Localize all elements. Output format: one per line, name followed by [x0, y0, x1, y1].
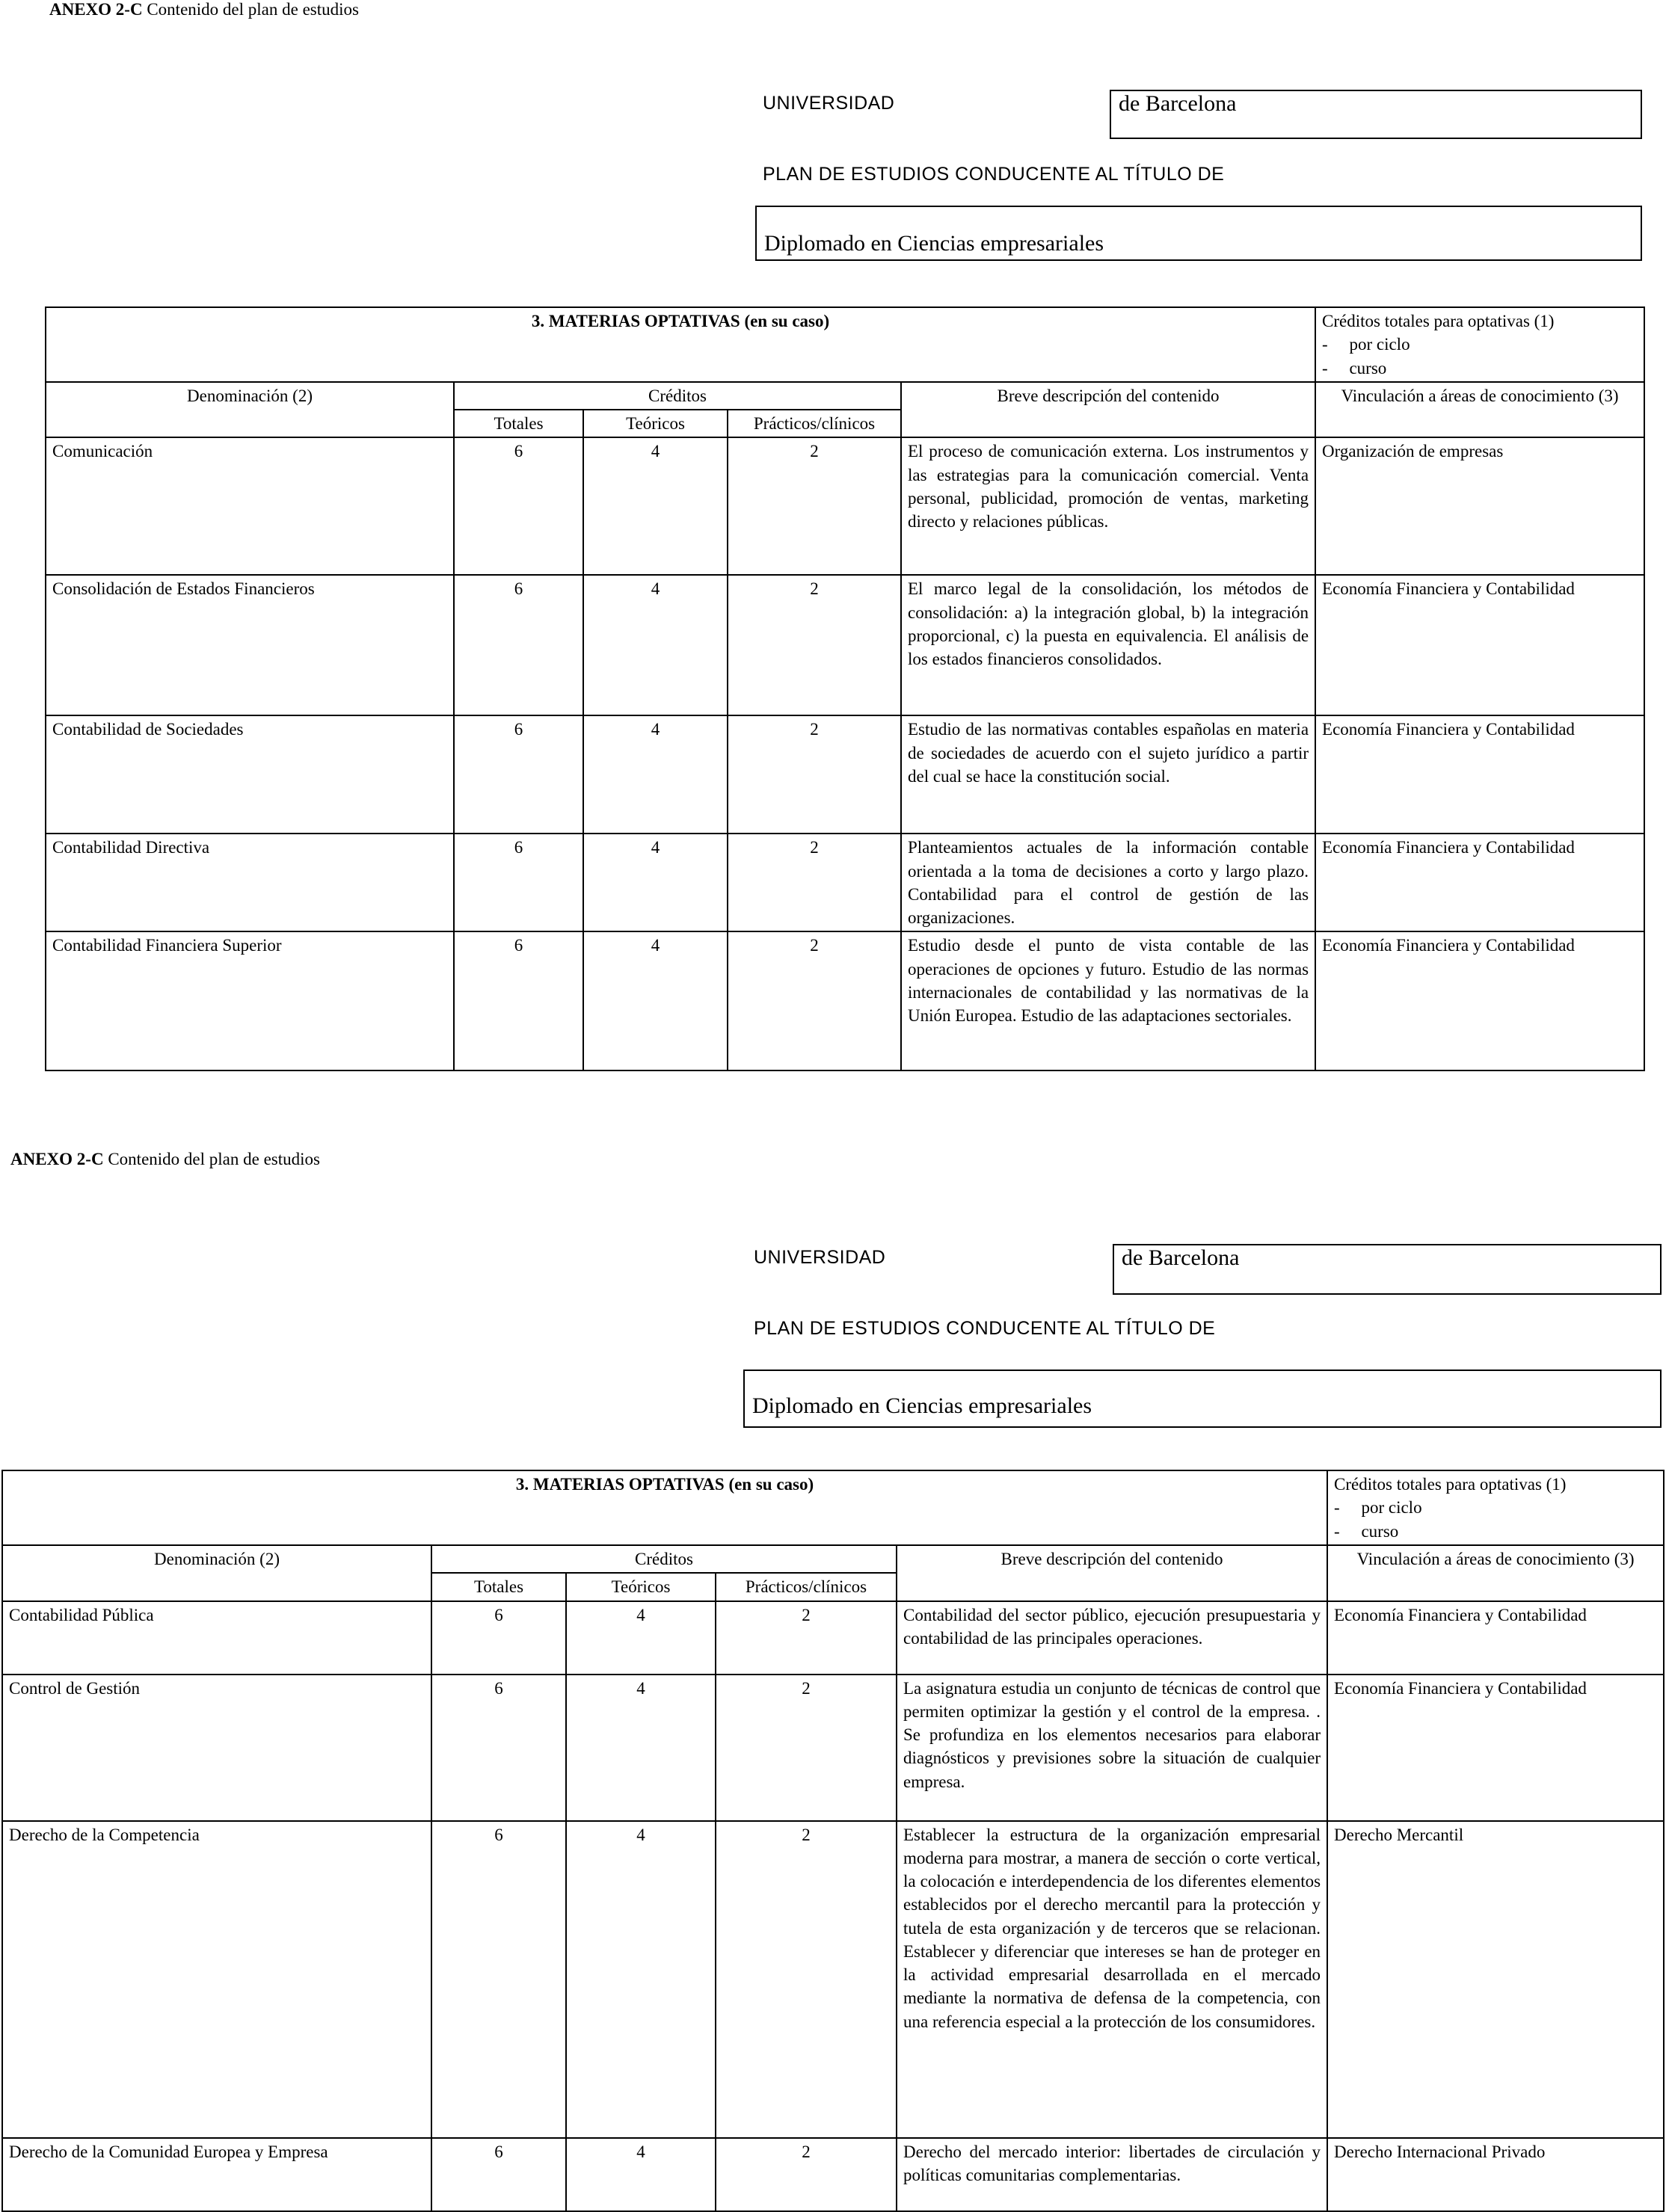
- credits-practice: 2: [716, 1675, 897, 1821]
- credits-theory: 4: [566, 2138, 716, 2211]
- knowledge-area: Derecho Mercantil: [1327, 1821, 1664, 2138]
- header-teoricos: Teóricos: [583, 410, 728, 437]
- knowledge-area: Economía Financiera y Contabilidad: [1315, 715, 1644, 834]
- credits-theory: 4: [566, 1821, 716, 2138]
- credits-total: 6: [454, 575, 583, 715]
- table-row: [2, 1821, 1664, 2138]
- subject-description: Contabilidad del sector público, ejecución presupuestaria y contabilidad de las principales operaciones.: [897, 1601, 1327, 1675]
- plan-label: PLAN DE ESTUDIOS CONDUCENTE AL TÍTULO DE: [754, 1318, 1216, 1339]
- table-row: [46, 834, 1644, 931]
- total-credits-course: - curso: [1322, 358, 1387, 378]
- credits-practice: 2: [728, 715, 901, 834]
- header-descripcion: Breve descripción del contenido: [901, 382, 1315, 438]
- subject-name: Control de Gestión: [2, 1675, 431, 1821]
- total-credits-course: - curso: [1334, 1521, 1399, 1541]
- university-value: de Barcelona: [1122, 1245, 1240, 1270]
- section-title: 3. MATERIAS OPTATIVAS (en su caso): [2, 1470, 1327, 1545]
- total-credits-cell: [1327, 1470, 1664, 1545]
- credits-theory: 4: [583, 931, 728, 1070]
- annex-subtitle: Contenido del plan de estudios: [108, 1150, 320, 1168]
- credits-practice: 2: [716, 1601, 897, 1675]
- header-practicos: Prácticos/clínicos: [728, 410, 901, 437]
- subject-description: Estudio de las normativas contables españolas en materia de sociedades de acuerdo con el sujeto jurídico a partir del cual se hace la constitución social.: [901, 715, 1315, 834]
- university-field: [1113, 1244, 1662, 1295]
- subject-description: Estudio desde el punto de vista contable de las operaciones de opciones y futuro. Estudio de las normas internacionales de contabilidad y las normativas de la Unión Europea. Estudio de las adaptaciones sectoriales.: [901, 931, 1315, 1070]
- header-practicos: Prácticos/clínicos: [716, 1573, 897, 1601]
- knowledge-area: Economía Financiera y Contabilidad: [1315, 575, 1644, 715]
- credits-practice: 2: [728, 834, 901, 931]
- knowledge-area: Economía Financiera y Contabilidad: [1315, 931, 1644, 1070]
- knowledge-area: Derecho Internacional Privado: [1327, 2138, 1664, 2211]
- subject-name: Contabilidad Financiera Superior: [46, 931, 454, 1070]
- knowledge-area: Economía Financiera y Contabilidad: [1315, 834, 1644, 931]
- optional-subjects-table: [1, 1470, 1665, 2212]
- annex-header-2: [10, 1150, 320, 1169]
- knowledge-area: Economía Financiera y Contabilidad: [1327, 1601, 1664, 1675]
- subject-name: Contabilidad Directiva: [46, 834, 454, 931]
- annex-number: ANEXO 2-C: [49, 0, 143, 19]
- subject-description: La asignatura estudia un conjunto de técnicas de control que permiten optimizar la gestión y el control de la empresa. . Se profundiza en los elementos necesarios para elaborar diagnósticos y previsiones sobre la situación de cualquier empresa.: [897, 1675, 1327, 1821]
- table-row: [2, 1675, 1664, 1821]
- credits-total: 6: [431, 2138, 566, 2211]
- table-row: [2, 1601, 1664, 1675]
- subject-name: Contabilidad Pública: [2, 1601, 431, 1675]
- knowledge-area: Economía Financiera y Contabilidad: [1327, 1675, 1664, 1821]
- subject-name: Consolidación de Estados Financieros: [46, 575, 454, 715]
- credits-theory: 4: [583, 715, 728, 834]
- knowledge-area: Organización de empresas: [1315, 437, 1644, 575]
- table-row: [46, 575, 1644, 715]
- subject-name: Derecho de la Comunidad Europea y Empresa: [2, 2138, 431, 2211]
- credits-practice: 2: [716, 1821, 897, 2138]
- credits-practice: 2: [728, 931, 901, 1070]
- credits-practice: 2: [728, 575, 901, 715]
- optional-subjects-table: [45, 306, 1645, 1071]
- table-row: [46, 437, 1644, 575]
- table-row: [2, 2138, 1664, 2211]
- credits-total: 6: [431, 1821, 566, 2138]
- subject-description: El marco legal de la consolidación, los métodos de consolidación: a) la integración global, b) la integración proporcional, c) la puesta en equivalencia. El análisis de los estados financieros consolidados.: [901, 575, 1315, 715]
- header-creditos: Créditos: [454, 382, 901, 410]
- table-row: [46, 715, 1644, 834]
- table-row: [46, 931, 1644, 1070]
- credits-total: 6: [454, 715, 583, 834]
- credits-total: 6: [454, 834, 583, 931]
- header-vinculacion: Vinculación a áreas de conocimiento (3): [1315, 382, 1644, 438]
- university-value: de Barcelona: [1119, 91, 1237, 116]
- section-title: 3. MATERIAS OPTATIVAS (en su caso): [46, 307, 1315, 382]
- subject-description: Derecho del mercado interior: libertades de circulación y políticas comunitarias complementarias.: [897, 2138, 1327, 2211]
- degree-title: Diplomado en Ciencias empresariales: [752, 1393, 1092, 1418]
- credits-theory: 4: [583, 437, 728, 575]
- annex-subtitle: Contenido del plan de estudios: [147, 0, 359, 19]
- university-label: UNIVERSIDAD: [754, 1247, 886, 1268]
- subject-name: Comunicación: [46, 437, 454, 575]
- degree-title-field: [755, 206, 1642, 261]
- credits-total: 6: [454, 437, 583, 575]
- subject-description: El proceso de comunicación externa. Los instrumentos y las estrategias para la comunicación comercial. Venta personal, publicidad, promoción de ventas, marketing directo y relaciones públicas.: [901, 437, 1315, 575]
- credits-theory: 4: [566, 1601, 716, 1675]
- credits-theory: 4: [583, 834, 728, 931]
- plan-label: PLAN DE ESTUDIOS CONDUCENTE AL TÍTULO DE: [763, 164, 1225, 185]
- credits-theory: 4: [566, 1675, 716, 1821]
- credits-theory: 4: [583, 575, 728, 715]
- annex-number: ANEXO 2-C: [10, 1150, 104, 1168]
- header-totales: Totales: [454, 410, 583, 437]
- header-denominacion: Denominación (2): [46, 382, 454, 438]
- total-credits-title: Créditos totales para optativas (1): [1334, 1475, 1567, 1494]
- total-credits-cycle: - por ciclo: [1334, 1498, 1422, 1518]
- university-field: [1110, 90, 1642, 139]
- credits-total: 6: [431, 1601, 566, 1675]
- credits-total: 6: [454, 931, 583, 1070]
- total-credits-cell: [1315, 307, 1644, 382]
- credits-practice: 2: [728, 437, 901, 575]
- subject-name: Derecho de la Competencia: [2, 1821, 431, 2138]
- total-credits-title: Créditos totales para optativas (1): [1322, 312, 1555, 330]
- subject-description: Planteamientos actuales de la información contable orientada a la toma de decisiones a corto y largo plazo. Contabilidad para el control de gestión de las organizaciones.: [901, 834, 1315, 931]
- subject-description: Establecer la estructura de la organización empresarial moderna para mostrar, a manera de sección o corte vertical, la colocación e interdependencia de los diferentes elementos establecidos por el derecho mercantil para la protección y tutela de esta organización y de terceros que se relacionan. Establecer y diferenciar que intereses se han de proteger en la actividad empresarial desarrollada en el mercado mediante la normativa de defensa de la competencia, con una referencia especial a la protección de los consumidores.: [897, 1821, 1327, 2138]
- header-vinculacion: Vinculación a áreas de conocimiento (3): [1327, 1545, 1664, 1601]
- degree-title-field: [743, 1370, 1662, 1428]
- annex-header-1: [49, 0, 359, 19]
- credits-total: 6: [431, 1675, 566, 1821]
- university-label: UNIVERSIDAD: [763, 93, 895, 114]
- degree-title: Diplomado en Ciencias empresariales: [764, 231, 1104, 256]
- header-descripcion: Breve descripción del contenido: [897, 1545, 1327, 1601]
- header-denominacion: Denominación (2): [2, 1545, 431, 1601]
- header-creditos: Créditos: [431, 1545, 897, 1573]
- header-teoricos: Teóricos: [566, 1573, 716, 1601]
- credits-practice: 2: [716, 2138, 897, 2211]
- subject-name: Contabilidad de Sociedades: [46, 715, 454, 834]
- total-credits-cycle: - por ciclo: [1322, 335, 1410, 354]
- header-totales: Totales: [431, 1573, 566, 1601]
